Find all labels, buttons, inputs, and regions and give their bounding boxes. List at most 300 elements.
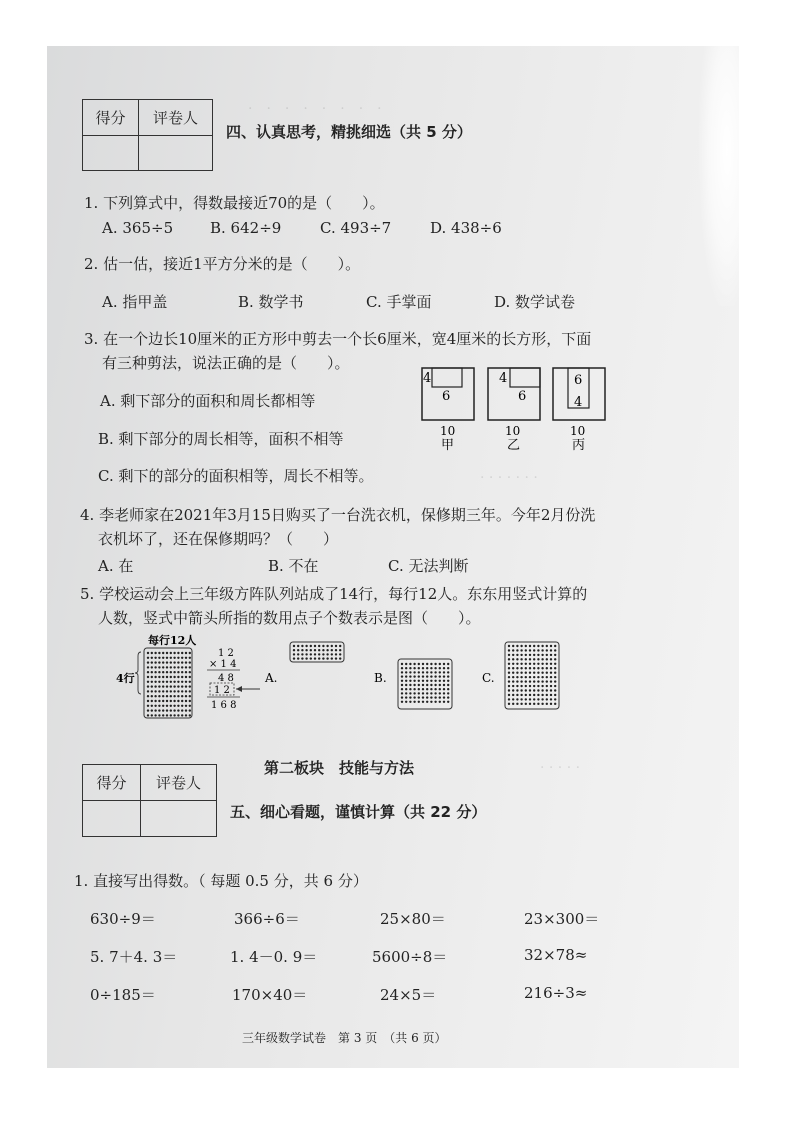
dot [546,694,548,696]
dot [550,685,552,687]
dot [173,690,175,692]
dot [189,695,191,697]
dot [326,653,328,655]
q3-option-c[interactable]: C. 剩下的部分的面积相等，周长不相等。 [98,467,374,485]
dot [550,654,552,656]
dot [151,700,153,702]
option-b-dot-grid [401,663,450,703]
dot [546,680,548,682]
dot [550,672,552,674]
dot [525,672,527,674]
fig-jia-side: 10 [440,424,456,438]
q4-option-a[interactable]: A. 在 [98,557,134,575]
dot [447,684,449,686]
bleed-through-text: · · · · · · · [480,470,538,486]
dot [426,684,428,686]
dot [173,705,175,707]
dot [154,714,156,716]
dot [189,661,191,663]
dot [170,681,172,683]
dot [181,695,183,697]
dot [181,709,183,711]
dot [520,663,522,665]
dot [418,688,420,690]
dot [434,692,436,694]
dot [512,685,514,687]
dot [151,681,153,683]
dot [401,701,403,703]
dot [529,680,531,682]
dot [426,688,428,690]
page-footer: 三年级数学试卷 第 3 页 （共 6 页） [242,1031,447,1045]
dot [546,703,548,705]
calc-item[interactable]: 630÷9＝ [90,910,156,928]
q3-option-a[interactable]: A. 剩下部分的面积和周长都相等 [100,392,316,410]
calc-line2: × 1 4 [209,659,237,670]
dot [418,684,420,686]
dot [154,657,156,659]
calc-item[interactable]: 366÷6＝ [234,910,300,928]
dot [405,667,407,669]
bleed-through-text: · · · · · [540,760,581,776]
dot [405,701,407,703]
dot [541,689,543,691]
dot [533,703,535,705]
fig-jia-length: 6 [442,389,451,404]
fig-bing-side: 10 [570,424,586,438]
q1-stem: 1. 下列算式中，得数最接近70的是（ ）。 [84,194,385,212]
dot [546,658,548,660]
dot [151,690,153,692]
dot [154,661,156,663]
dot [537,685,539,687]
calc-line5: 1 6 8 [211,700,237,711]
dot [508,689,510,691]
dot [177,685,179,687]
dot [293,649,295,651]
dot [189,700,191,702]
dot [185,666,187,668]
section4-title: 四、认真思考，精挑细选（共 5 分） [226,123,472,141]
dot [541,703,543,705]
dot [297,657,299,659]
dot [550,663,552,665]
dot [508,685,510,687]
q2-option-a[interactable]: A. 指甲盖 [102,293,168,311]
dot [516,654,518,656]
dot [529,694,531,696]
dot [443,671,445,673]
dot [537,658,539,660]
fig-yi-width: 4 [499,371,508,386]
dot [447,667,449,669]
dot [189,690,191,692]
dot [508,672,510,674]
dot [189,705,191,707]
dot [516,645,518,647]
dot [426,692,428,694]
dot-grid-top-label: 每行12人 [148,634,197,647]
dot [162,714,164,716]
dot [508,654,510,656]
dot [554,694,556,696]
dot [550,667,552,669]
dot [185,690,187,692]
q2-option-b[interactable]: B. 数学书 [238,293,304,311]
calc-item[interactable]: 24×5＝ [380,986,437,1004]
q3-option-b[interactable]: B. 剩下部分的周长相等，面积不相等 [98,430,344,448]
dot [554,663,556,665]
dot [529,645,531,647]
dot [554,654,556,656]
dot [147,676,149,678]
dot [512,680,514,682]
dot [533,667,535,669]
dot [166,700,168,702]
dot [512,698,514,700]
dot [422,688,424,690]
dot [301,657,303,659]
dot [147,652,149,654]
dot [413,667,415,669]
fig-yi-length: 6 [518,389,527,404]
dot [181,666,183,668]
dot [147,685,149,687]
calc-item[interactable]: 0÷185＝ [90,986,156,1004]
dot [508,667,510,669]
dot [166,676,168,678]
dot [401,675,403,677]
dot [533,676,535,678]
dot [331,649,333,651]
dot [520,672,522,674]
dot [151,676,153,678]
dot [516,685,518,687]
dot [508,676,510,678]
dot [173,666,175,668]
dot [434,671,436,673]
dot [443,692,445,694]
dot [546,649,548,651]
dot [405,692,407,694]
dot [173,671,175,673]
dot [166,652,168,654]
dot [512,694,514,696]
dot [447,692,449,694]
dot [177,690,179,692]
dot [339,657,341,659]
dot [314,645,316,647]
calc-item[interactable]: 23×300＝ [524,910,600,928]
dot [409,701,411,703]
dot [541,680,543,682]
dot [550,694,552,696]
dot [443,680,445,682]
dot [318,645,320,647]
dot [162,690,164,692]
dot [170,666,172,668]
dot [512,672,514,674]
dot [166,657,168,659]
dot [422,692,424,694]
q2-option-d[interactable]: D. 数学试卷 [494,293,576,311]
dot [318,653,320,655]
dot [541,685,543,687]
dot [314,657,316,659]
score-label: 得分 [83,765,141,801]
dot [516,698,518,700]
dot [185,661,187,663]
dot [185,700,187,702]
dot [173,714,175,716]
calc-item[interactable]: 216÷3≈ [524,984,588,1002]
dot [525,676,527,678]
dot [173,695,175,697]
dot [422,663,424,665]
dot [413,680,415,682]
dot [177,652,179,654]
dot [177,709,179,711]
dot [546,685,548,687]
dot [525,689,527,691]
dot [520,703,522,705]
dot [426,680,428,682]
dot [529,676,531,678]
dot [147,661,149,663]
dot [413,692,415,694]
dot [512,676,514,678]
dot [554,698,556,700]
dot [166,671,168,673]
dot [189,685,191,687]
dot [409,688,411,690]
dot [185,652,187,654]
dot [322,657,324,659]
dot [401,684,403,686]
dot [541,667,543,669]
dot [177,657,179,659]
dot [508,698,510,700]
score-cell[interactable] [83,801,141,837]
dot [546,663,548,665]
calc-line3: 4 8 [218,673,234,684]
score-cell[interactable] [83,136,139,171]
dot [430,688,432,690]
dot [322,645,324,647]
dot [409,684,411,686]
dot [158,700,160,702]
dot [537,689,539,691]
calc-item[interactable]: 1. 4－0. 9＝ [230,948,318,966]
dot [185,695,187,697]
dot [418,680,420,682]
dot [170,676,172,678]
dot [162,657,164,659]
calc-item[interactable]: 25×80＝ [380,910,446,928]
dot [166,685,168,687]
dot [158,685,160,687]
calc-item[interactable]: 32×78≈ [524,946,588,964]
dot [401,696,403,698]
dot [529,649,531,651]
q1-option-a[interactable]: A. 365÷5 [102,219,174,237]
q5-figures [112,630,562,722]
score-box-section5 [82,764,217,837]
dot [154,685,156,687]
option-c-dot-grid [508,645,557,705]
dot [418,663,420,665]
dot [537,645,539,647]
dot [434,680,436,682]
dot [516,672,518,674]
figure-bing [553,368,605,453]
dot [177,681,179,683]
calc-arrowhead [236,686,242,692]
dot [147,666,149,668]
dot [520,654,522,656]
dot [550,680,552,682]
dot [434,663,436,665]
dot [331,657,333,659]
dot [405,675,407,677]
dot [520,658,522,660]
dot [546,689,548,691]
four-rows-brace [135,652,141,694]
dot [430,692,432,694]
dot [426,671,428,673]
dot [546,645,548,647]
dot [154,666,156,668]
dot [413,701,415,703]
dot [162,676,164,678]
dot [331,653,333,655]
calc-item[interactable]: 5. 7＋4. 3＝ [90,948,178,966]
dot [525,658,527,660]
dot [154,676,156,678]
grader-cell[interactable] [141,801,217,837]
dot [422,667,424,669]
dot [310,645,312,647]
fig-yi-side: 10 [505,424,521,438]
dot [541,672,543,674]
dot [170,709,172,711]
q4-option-b[interactable]: B. 不在 [268,557,319,575]
dot [158,657,160,659]
dot [166,681,168,683]
section5-title: 五、细心看题，谨慎计算（共 22 分） [230,803,487,821]
dot [554,658,556,660]
bleed-through-text: · · · · · · · · [248,101,382,117]
dot [508,663,510,665]
dot [181,652,183,654]
dot [173,681,175,683]
dot [447,675,449,677]
dot [422,675,424,677]
dot [314,653,316,655]
dot [426,667,428,669]
dot [439,688,441,690]
q3-stem-line1: 3. 在一个边长10厘米的正方形中剪去一个长6厘米，宽4厘米的长方形，下面 [84,330,592,348]
dot [310,657,312,659]
dot [541,663,543,665]
dot [151,671,153,673]
dot [173,676,175,678]
dot [162,685,164,687]
dot [550,698,552,700]
q5-stem-line2: 人数，竖式中箭头所指的数用点子个数表示是图（ ）。 [98,609,481,627]
dot [405,680,407,682]
q2-option-c[interactable]: C. 手掌面 [366,293,432,311]
dot [443,701,445,703]
dot [418,692,420,694]
dot [447,680,449,682]
dot [166,690,168,692]
dot [173,685,175,687]
dot [297,649,299,651]
dot [529,658,531,660]
q4-option-c[interactable]: C. 无法判断 [388,557,469,575]
dot [443,688,445,690]
dot [529,689,531,691]
dot [516,649,518,651]
dot [546,698,548,700]
dot [533,698,535,700]
calc-line1: 1 2 [218,648,234,659]
dot [443,667,445,669]
dot [339,645,341,647]
dot [508,694,510,696]
dot [546,654,548,656]
dot [166,705,168,707]
dot [185,676,187,678]
dot [173,700,175,702]
dot [162,666,164,668]
grader-label: 评卷人 [139,100,213,136]
dot [512,703,514,705]
grader-cell[interactable] [139,136,213,171]
dot [520,676,522,678]
dot [189,652,191,654]
dot [430,663,432,665]
figure-yi [488,368,540,453]
dot [537,654,539,656]
dot [541,654,543,656]
dot [166,661,168,663]
dot [401,671,403,673]
dot [529,703,531,705]
q1-option-b[interactable]: B. 642÷9 [210,219,282,237]
dot [301,653,303,655]
dot [439,667,441,669]
dot [185,714,187,716]
dot [158,709,160,711]
calc-item[interactable]: 5600÷8＝ [372,948,448,966]
dot [151,657,153,659]
dot [185,657,187,659]
s5-q1-stem: 1. 直接写出得数。（ 每题 0.5 分，共 6 分） [74,872,368,890]
dot [293,645,295,647]
q1-option-d[interactable]: D. 438÷6 [430,219,502,237]
main-dot-grid [147,652,191,717]
calc-item[interactable]: 170×40＝ [232,986,308,1004]
dot [422,680,424,682]
dot [297,653,299,655]
dot [147,657,149,659]
dot [162,681,164,683]
q1-option-c[interactable]: C. 493÷7 [320,219,392,237]
dot [529,685,531,687]
dot [170,695,172,697]
